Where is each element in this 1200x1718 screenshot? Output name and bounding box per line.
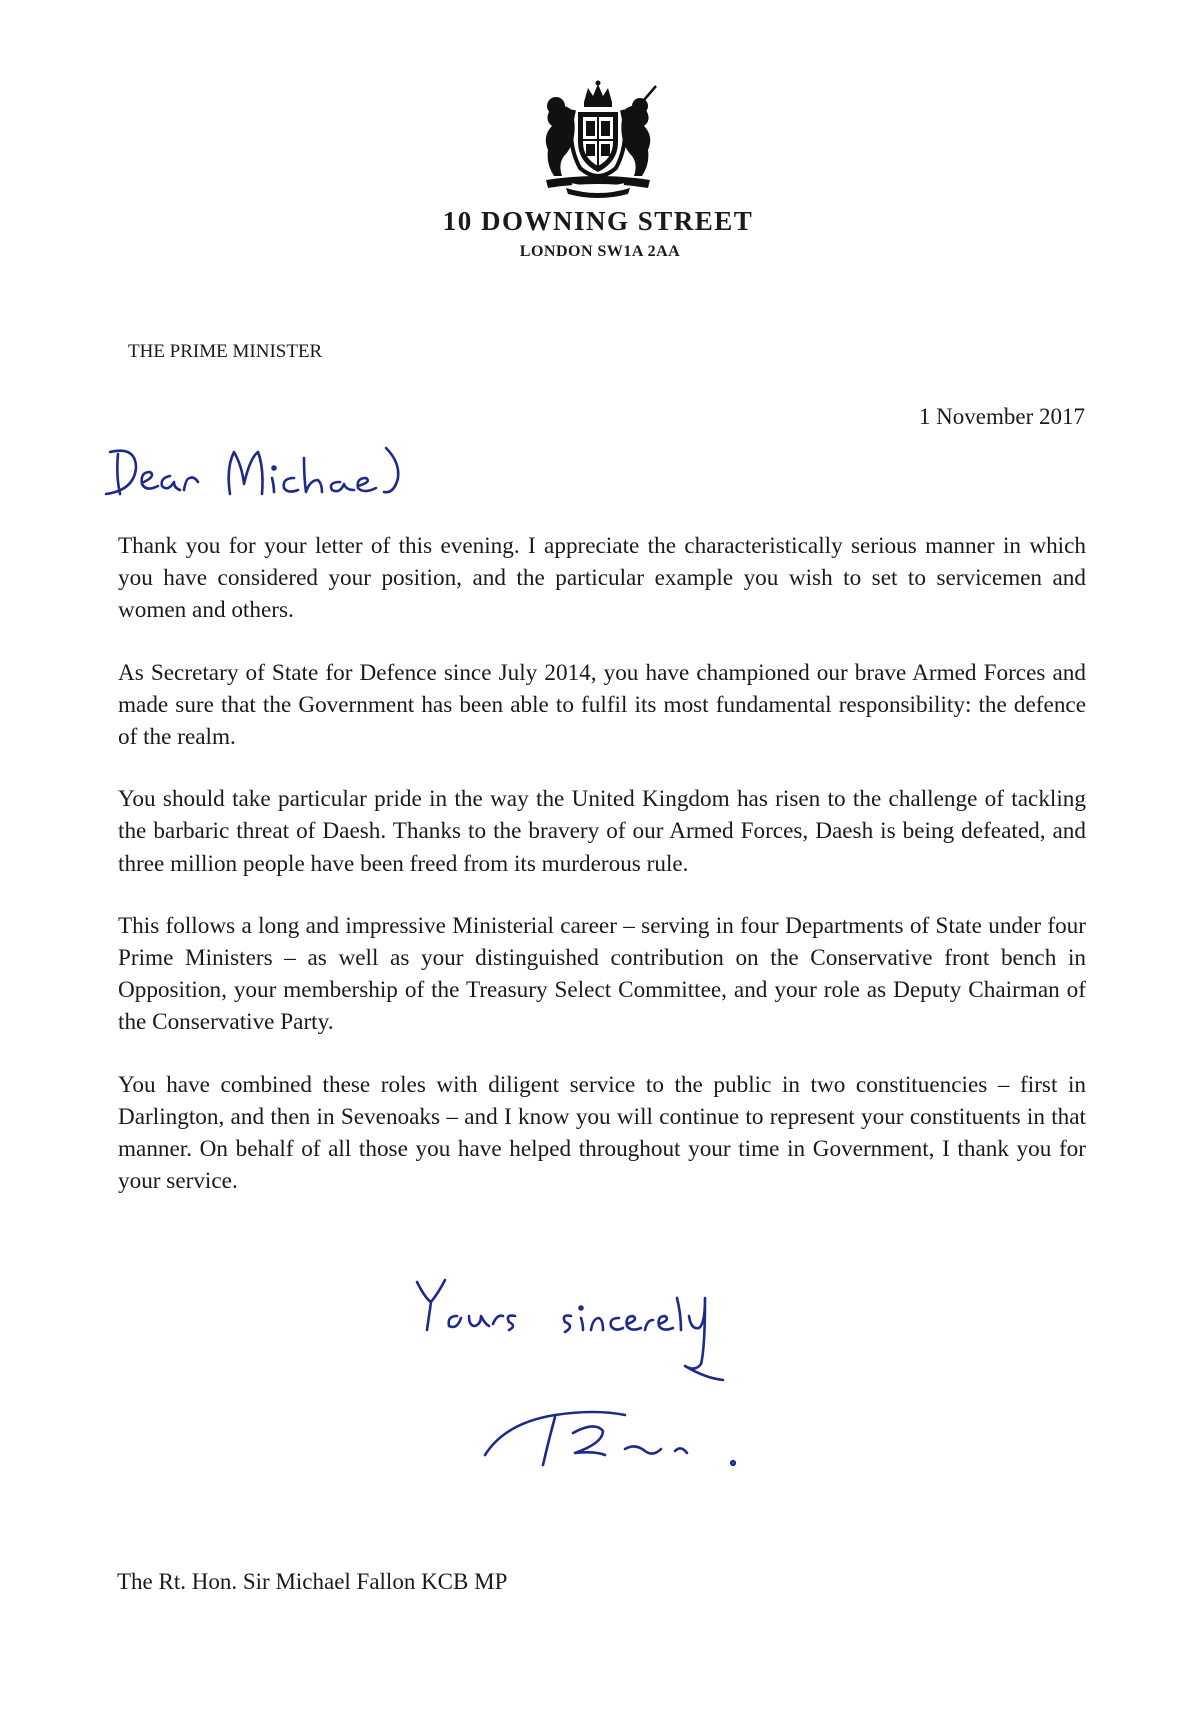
paragraph: This follows a long and impressive Ministerial career – serving in four Departments of State under four Prime Ministers – as well as your distinguished contribution on the Conservative front bench in Opposition, your membership of the Treasury Select Committee, and your role as Deputy Chairman of the Conservative Party. [118,912,1086,1036]
sender-title: THE PRIME MINISTER [128,341,323,362]
address-title: 10 DOWNING STREET [442,206,754,236]
letter-date: 1 November 2017 [918,404,1085,429]
paragraph: You have combined these roles with diligent service to the public in two constituencies – first in Darlington, and then in Sevenoaks – and I know you will continue to represent your constituents in that manner. On behalf of all those you have helped throughout your time in Government, I thank you for your service. [118,1071,1086,1195]
paragraph: You should take particular pride in the way the United Kingdom has risen to the challenge of tackling the barbaric threat of Daesh. Thanks to the bravery of our Armed Forces, Daesh is being defeated, and three million people have been freed from its murderous rule. [118,786,1086,877]
royal-coat-of-arms-icon [536,80,660,198]
recipient-name: The Rt. Hon. Sir Michael Fallon KCB MP [117,1569,508,1594]
address-subtitle: LONDON SW1A 2AA [519,243,681,260]
paragraph: Thank you for your letter of this evening. I appreciate the characteristically serious manner in which you have considered your position, and the particular example you wish to set to servicemen and women and others. [118,533,1086,624]
handwritten-signature [475,1395,765,1485]
paragraph: As Secretary of State for Defence since July 2014, you have championed our brave Armed Forces and made sure that the Government has been able to fulfil its most fundamental responsibility: the defence of the realm. [118,659,1086,751]
letter-body [118,530,1086,1227]
handwritten-salutation [96,438,456,508]
